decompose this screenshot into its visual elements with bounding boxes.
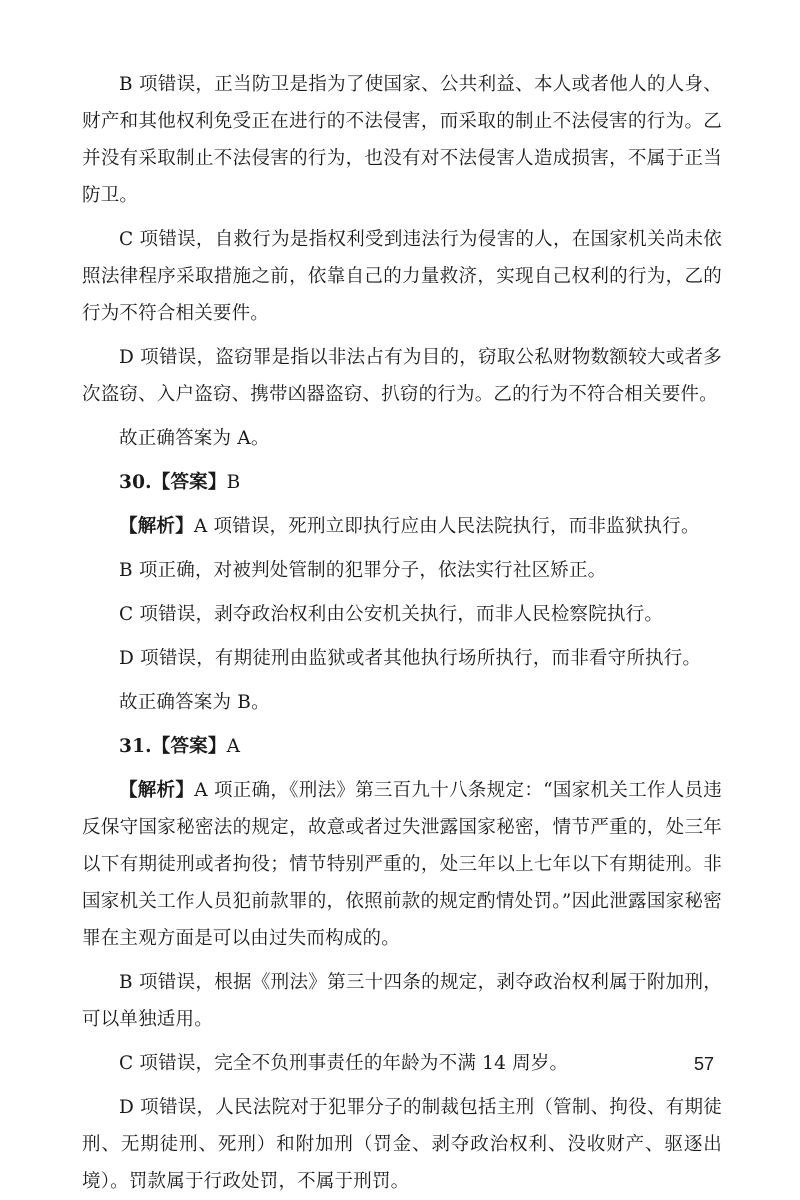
- paragraph-text: B 项正确，对被判处管制的犯罪分子，依法实行社区矫正。: [119, 560, 607, 581]
- paragraph-text: C 项错误，完全不负刑事责任的年龄为不满 14 周岁。: [119, 1053, 569, 1074]
- analysis-30-option-a: [82, 508, 722, 545]
- paragraph-option-b-self-defense: [82, 66, 722, 214]
- answer-value: B: [226, 472, 241, 493]
- analysis-label: 【解析】: [119, 516, 194, 537]
- paragraph-option-d-theft: [82, 339, 722, 413]
- analysis-31-option-b: [82, 964, 722, 1038]
- paragraph-text: 故正确答案为 A。: [119, 428, 270, 449]
- answer-label: 30.【答案】: [119, 472, 227, 493]
- paragraph-text: A 项正确，《刑法》第三百九十八条规定：“国家机关工作人员违反保守国家秘密法的规定，故意或者过失泄露国家秘密，情节严重的，处三年以下有期徒刑或者拘役；情节特别严重的，处三年以上七年以下有期徒刑。非国家机关工作人员犯前款罪的，依照前款的规定酌情处罚。”因此泄露国家秘密罪在主观方面是可以由过失而构成的。: [82, 780, 722, 949]
- answer-label: 31.【答案】: [119, 736, 227, 757]
- answer-heading-31: [82, 728, 722, 765]
- answer-heading-30: [82, 464, 722, 501]
- answer-value: A: [226, 736, 241, 757]
- paragraph-text: B 项错误，根据《刑法》第三十四条的规定，剥夺政治权利属于附加刑，可以单独适用。: [82, 972, 722, 1030]
- analysis-31-option-d: [82, 1089, 722, 1200]
- page-number: 57: [693, 1054, 714, 1074]
- analysis-30-option-d: [82, 640, 722, 677]
- paragraph-text: D 项错误，有期徒刑由监狱或者其他执行场所执行，而非看守所执行。: [119, 648, 702, 669]
- paragraph-option-c-self-help: [82, 221, 722, 332]
- answer-explanation-text: [82, 66, 722, 1200]
- paragraph-text: A 项错误，死刑立即执行应由人民法院执行，而非监狱执行。: [193, 516, 700, 537]
- paragraph-correct-answer-29: [82, 420, 722, 457]
- paragraph-text: D 项错误，人民法院对于犯罪分子的制裁包括主刑（管制、拘役、有期徒刑、无期徒刑、死刑）和附加刑（罚金、剥夺政治权利、没收财产、驱逐出境）。罚款属于行政处罚，不属于刑罚。: [82, 1097, 722, 1192]
- analysis-31-option-c: [82, 1045, 722, 1082]
- analysis-label: 【解析】: [119, 780, 195, 801]
- paragraph-text: B 项错误，正当防卫是指为了使国家、公共利益、本人或者他人的人身、财产和其他权利免受正在进行的不法侵害，而采取的制止不法侵害的行为。乙并没有采取制止不法侵害的行为，也没有对不法侵害人造成损害，不属于正当防卫。: [82, 74, 722, 206]
- paragraph-correct-answer-30: [82, 684, 722, 721]
- paragraph-text: 故正确答案为 B。: [119, 692, 270, 713]
- analysis-30-option-b: [82, 552, 722, 589]
- paragraph-text: C 项错误，自救行为是指权利受到违法行为侵害的人，在国家机关尚未依照法律程序采取措施之前，依靠自己的力量救济，实现自己权利的行为，乙的行为不符合相关要件。: [82, 229, 722, 324]
- analysis-31-option-a: [82, 772, 722, 957]
- analysis-30-option-c: [82, 596, 722, 633]
- paragraph-text: C 项错误，剥夺政治权利由公安机关执行，而非人民检察院执行。: [119, 604, 664, 625]
- paragraph-text: D 项错误，盗窃罪是指以非法占有为目的，窃取公私财物数额较大或者多次盗窃、入户盗窃、携带凶器盗窃、扒窃的行为。乙的行为不符合相关要件。: [82, 347, 722, 405]
